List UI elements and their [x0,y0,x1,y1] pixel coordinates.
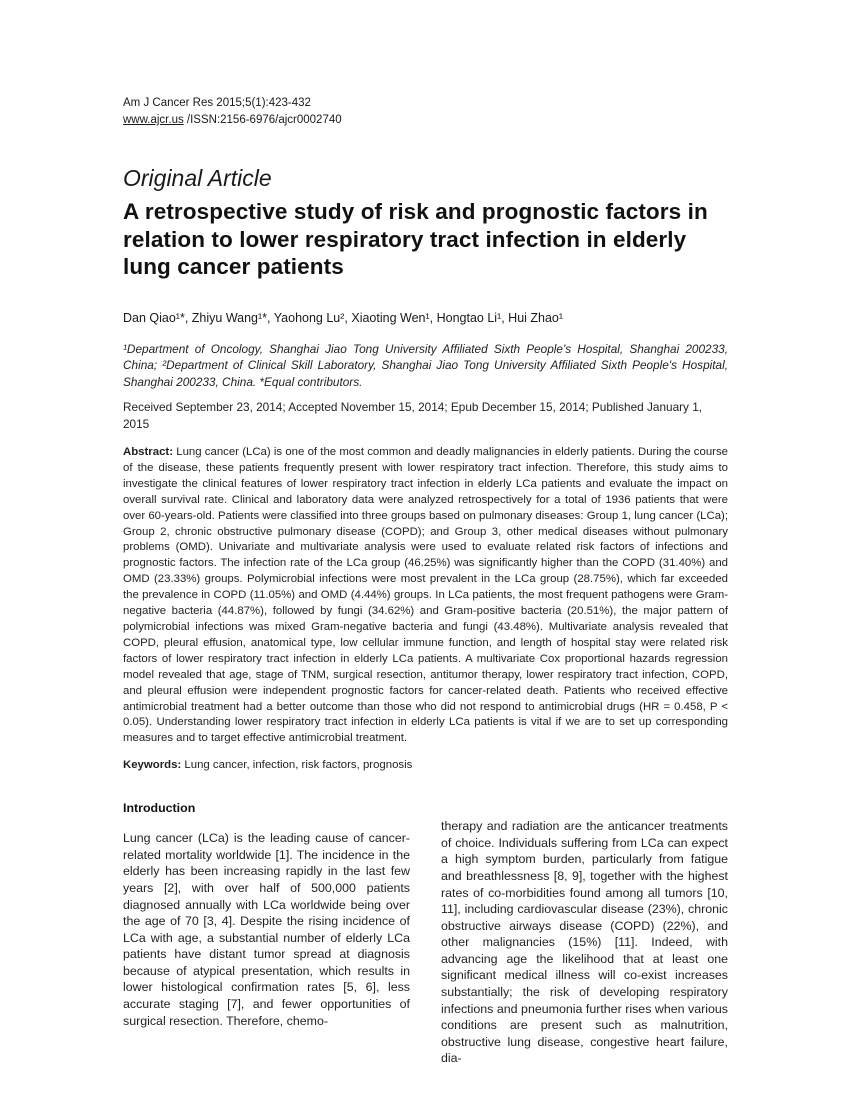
page-content [123,95,728,1067]
abstract-paragraph [123,445,728,747]
introduction-paragraph-left: Lung cancer (LCa) is the leading cause of cancer-related mortality worldwide [1]. The incidence in the elderly has been increasing rapidly in the last few years [2], with over half of 500,000 patients diagnosed annually with LCa worldwide being over the age of 70 [3, 4]. Despite the rising incidence of LCa with age, a substantial number of elderly LCa patients have distant tumor spread at diagnosis because of atypical presentation, which results in lower histological confirmation rates [5, 6], less accurate staging [7], and fewer opportunities of surgical resection. Therefore, chemo- [123,831,410,1028]
right-column [441,801,728,1067]
article-title: A retrospective study of risk and prognostic factors in relation to lower respiratory tract infection in elderly lung cancer patients [123,199,708,279]
article-type-label: Original Article [123,165,272,191]
journal-citation: Am J Cancer Res 2015;5(1):423-432 [123,97,311,109]
introduction-paragraph-right: therapy and radiation are the anticancer treatments of choice. Individuals suffering from LCa can expect a high symptom burden, particularly from fatigue and breathlessness [8, 9], together with the highest rates of co-morbidities found among all tumors [10, 11], including cardiovascular disease (23%), chronic obstructive airways disease (COPD) (22%), and other malignancies (15%) [11]. Indeed, with advancing age the likelihood that at least one significant medical illness will co-exist increases substantially; the risk of developing respiratory infections and pneumonia further rises when various conditions are present such as malnutrition, obstructive lung disease, congestive heart failure, dia- [441,819,728,1066]
authors-line: Dan Qiao¹*, Zhiyu Wang¹*, Yaohong Lu², Xiaoting Wen¹, Hongtao Li¹, Hui Zhao¹ [123,310,564,325]
body-columns [123,801,728,1067]
keywords-label: Keywords: [123,759,182,772]
left-column [123,801,410,1067]
affiliations-text: ¹Department of Oncology, Shanghai Jiao Tong University Affiliated Sixth People's Hospital, Shanghai 200233, China; ²Department of Clinical Skill Laboratory, Shanghai Jiao Tong University Affiliated Sixth People's Hospital, Shanghai 200233, China. *Equal contributors. [123,341,728,389]
journal-issn: /ISSN:2156-6976/ajcr0002740 [183,114,342,126]
abstract-text: Lung cancer (LCa) is one of the most common and deadly malignancies in elderly patients. During the course of the disease, these patients frequently present with lower respiratory tract infection. Therefore, this study aims to investigate the clinical features of lower respiratory tract infection in elderly LCa patients and evaluate the impact on overall survival rate. Clinical and laboratory data were analyzed retrospectively for a total of 1936 patients that were over 60-years-old. Patients were classified into three groups based on pulmonary diseases: Group 1, lung cancer (LCa); Group 2, chronic obstructive pulmonary disease (COPD); and Group 3, other medical diseases without pulmonary problems (OMD). Univariate and multivariate analysis were used to evaluate related risk factors of infections and prognostic factors. The infection rate of the LCa group (46.25%) was significantly higher than the COPD (31.40%) and OMD (23.33%) groups. Polymicrobial infections were most prevalent in the LCa group (28.75%), which far exceeded the prevalence in COPD (11.05%) and OMD (4.44%) groups. In LCa patients, the most frequent pathogens were Gram-negative bacteria (44.87%), followed by fungi (34.62%) and Gram-positive bacteria (20.51%), the major pattern of polymicrobial infections was mixed Gram-negative bacteria and fungi (43.48%). Multivariate analysis revealed that COPD, pleural effusion, anatomical type, low cellular immune function, and length of hospital stay were related risk factors of lower respiratory tract infection in elderly LCa patients. A multivariate Cox proportional hazards regression model revealed that age, stage of TNM, surgical resection, antitumor therapy, lower respiratory tract infection, COPD, and pleural effusion were independent prognostic factors for cancer-related death. Patients who received effective antimicrobial treatment had a better outcome than those who did not respond to antimicrobial drugs (HR = 0.458, P < 0.05). Understanding lower respiratory tract infection in elderly LCa patients is vital if we are to set up corresponding measures and to target effective antimicrobial treatment. [123,446,728,745]
journal-url-line [123,112,728,129]
journal-header [123,95,728,129]
journal-url-link[interactable]: www.ajcr.us [123,114,184,126]
keywords-text: Lung cancer, infection, risk factors, prognosis [184,759,413,772]
abstract-label: Abstract: [123,446,174,458]
introduction-heading: Introduction [123,801,196,816]
received-dates-line: Received September 23, 2014; Accepted November 15, 2014; Epub December 15, 2014; Published January 1, 2015 [123,400,703,431]
keywords-line [123,758,728,774]
